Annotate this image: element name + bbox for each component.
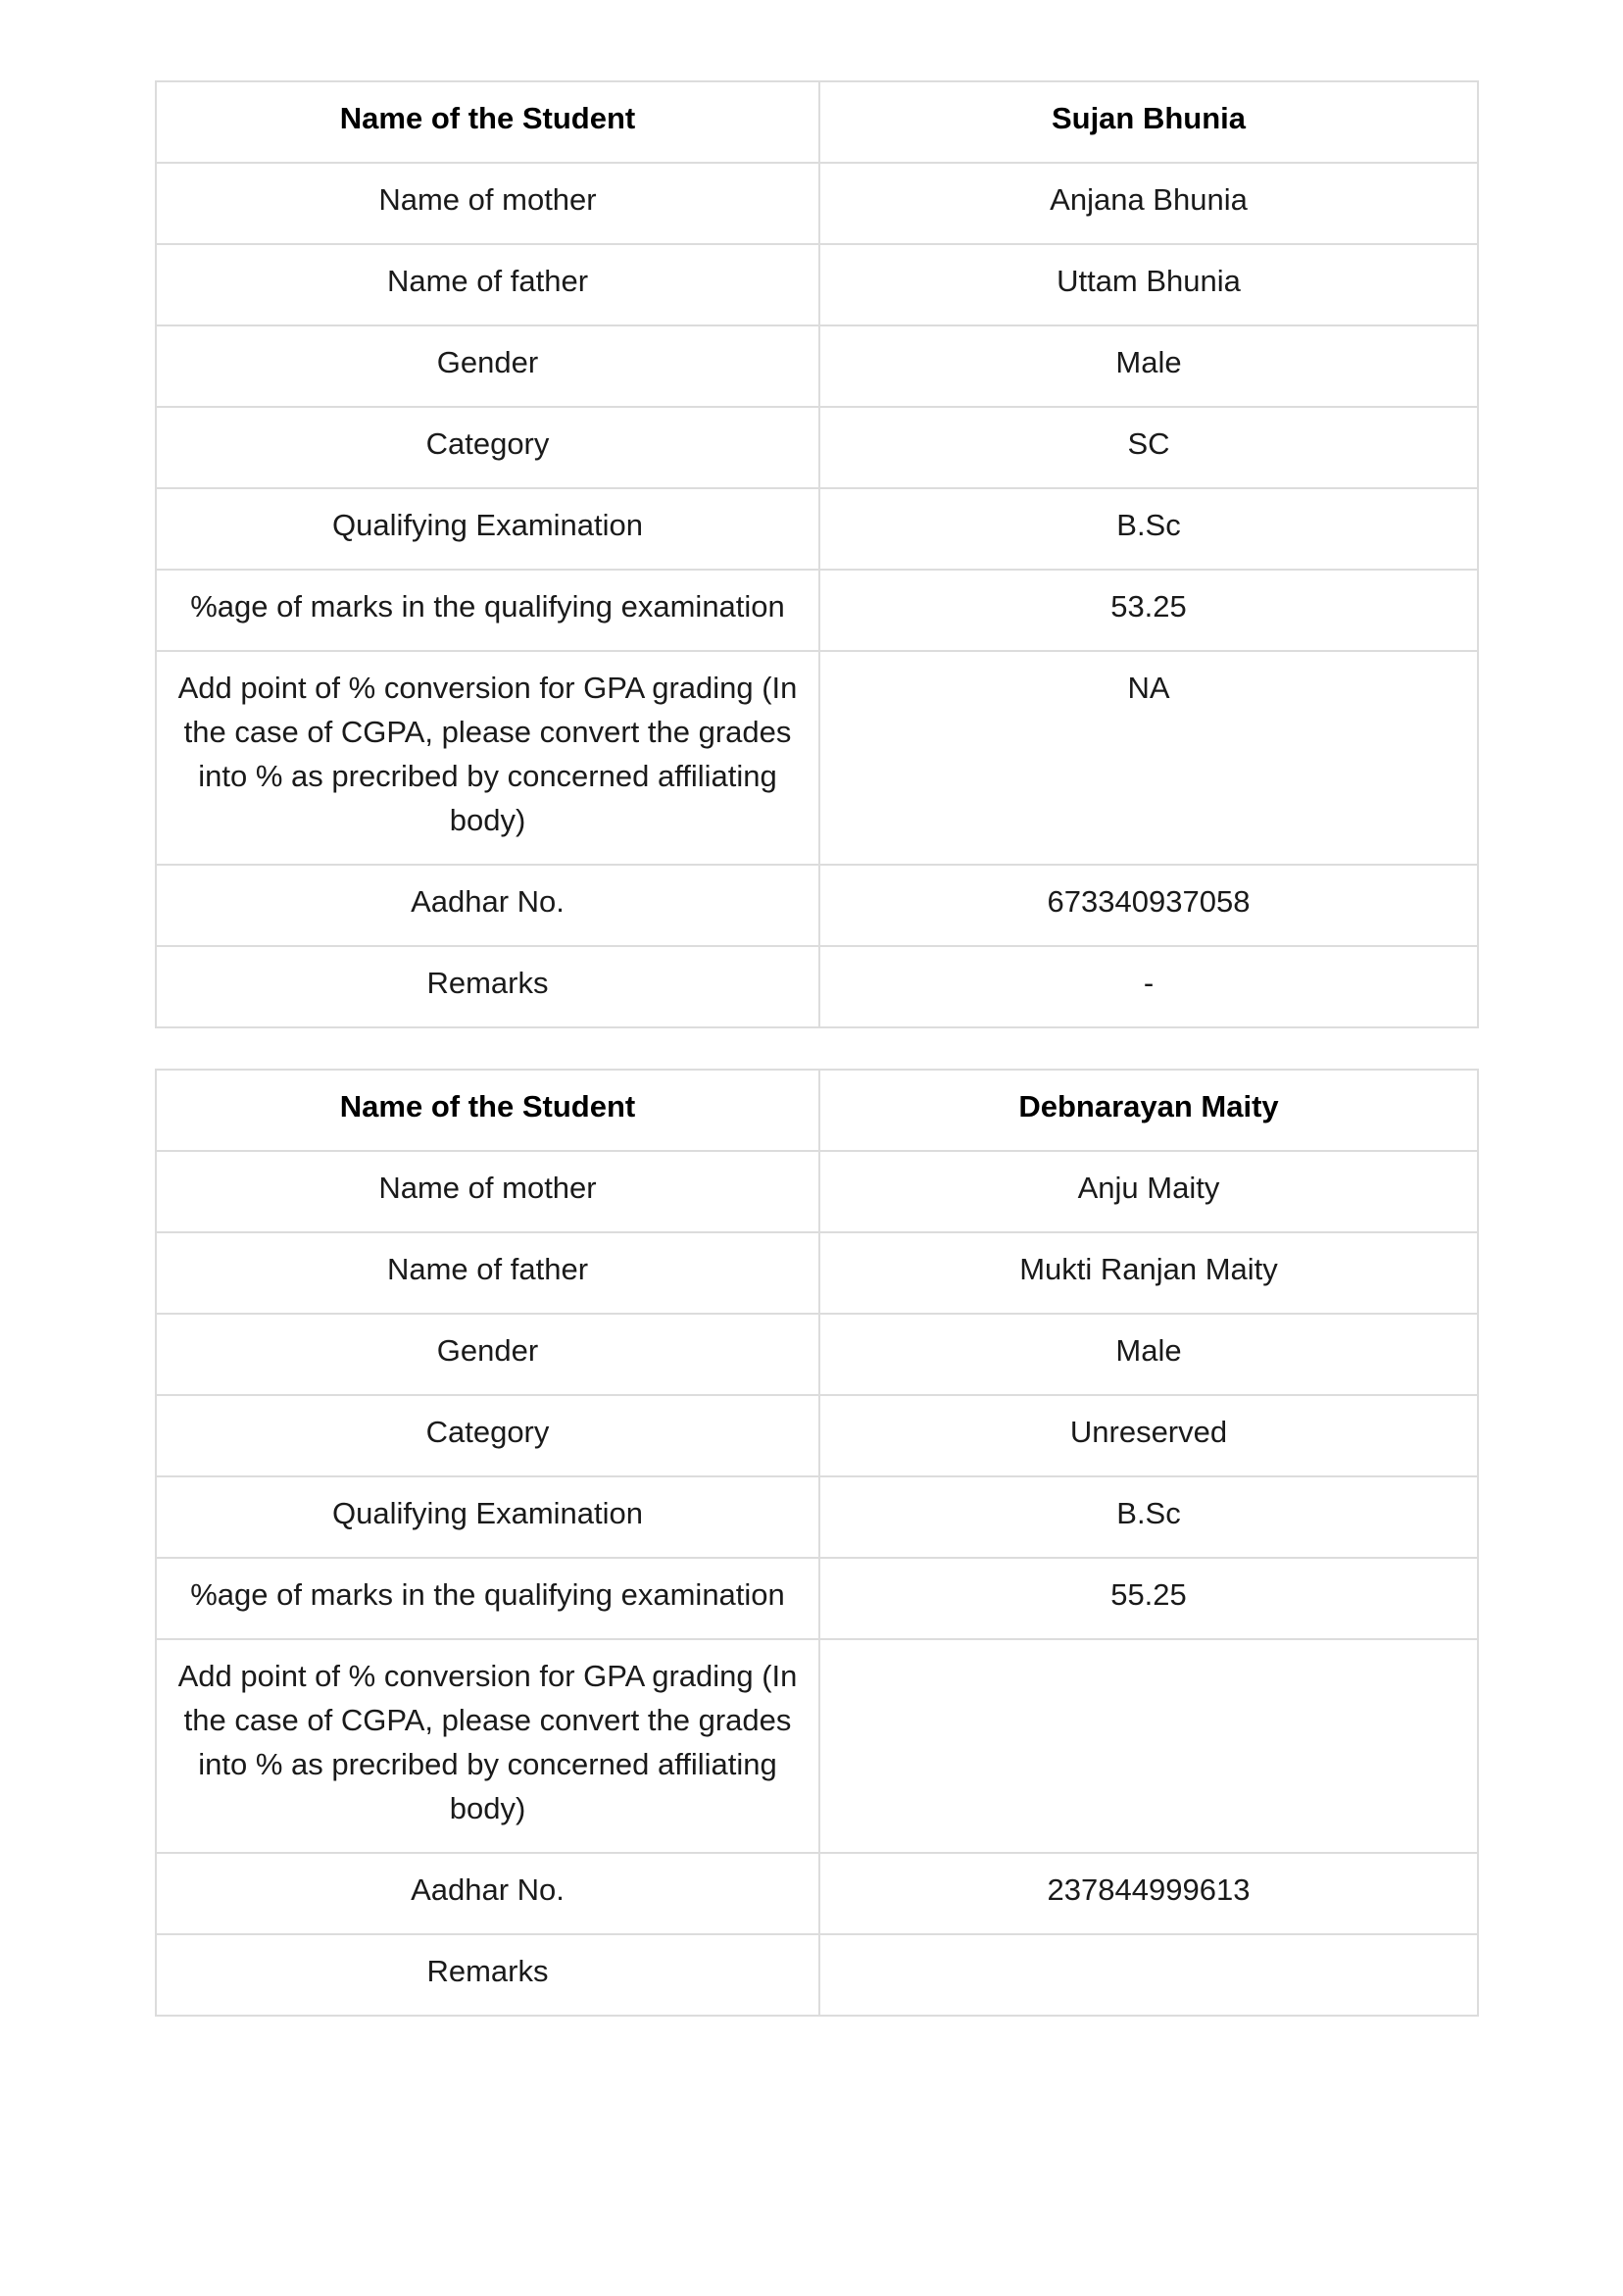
field-value: - <box>819 946 1478 1027</box>
field-value: 53.25 <box>819 570 1478 651</box>
field-value: B.Sc <box>819 1476 1478 1558</box>
marks-percentage-row <box>156 1558 1478 1639</box>
remarks-row <box>156 1934 1478 2016</box>
mother-name-row <box>156 1151 1478 1232</box>
field-label: Aadhar No. <box>156 1853 819 1934</box>
category-row <box>156 407 1478 488</box>
field-label: Name of mother <box>156 163 819 244</box>
remarks-row <box>156 946 1478 1027</box>
field-label: Name of father <box>156 244 819 325</box>
student-record-table-2 <box>155 1069 1479 2017</box>
field-value: Anjana Bhunia <box>819 163 1478 244</box>
father-name-row <box>156 1232 1478 1314</box>
field-value: 237844999613 <box>819 1853 1478 1934</box>
field-label: Add point of % conversion for GPA grading (In the case of CGPA, please convert the grades into % as precribed by concerned affiliating body) <box>156 651 819 865</box>
field-value: B.Sc <box>819 488 1478 570</box>
field-value: Male <box>819 325 1478 407</box>
field-value: 55.25 <box>819 1558 1478 1639</box>
student-name-row <box>156 81 1478 163</box>
field-value: SC <box>819 407 1478 488</box>
field-label: Category <box>156 1395 819 1476</box>
student-name-row <box>156 1070 1478 1151</box>
gpa-conversion-row <box>156 1639 1478 1853</box>
student-name-value: Sujan Bhunia <box>819 81 1478 163</box>
field-label: Remarks <box>156 1934 819 2016</box>
student-record-table-1 <box>155 80 1479 1028</box>
qualifying-exam-row <box>156 1476 1478 1558</box>
field-label: %age of marks in the qualifying examination <box>156 1558 819 1639</box>
field-value: Anju Maity <box>819 1151 1478 1232</box>
field-label: Remarks <box>156 946 819 1027</box>
field-label: Name of the Student <box>156 81 819 163</box>
qualifying-exam-row <box>156 488 1478 570</box>
father-name-row <box>156 244 1478 325</box>
gender-row <box>156 325 1478 407</box>
field-label: Name of the Student <box>156 1070 819 1151</box>
field-label: Qualifying Examination <box>156 1476 819 1558</box>
field-label: Gender <box>156 325 819 407</box>
aadhar-row <box>156 865 1478 946</box>
field-label: %age of marks in the qualifying examination <box>156 570 819 651</box>
field-label: Aadhar No. <box>156 865 819 946</box>
field-value <box>819 1639 1478 1853</box>
field-value: NA <box>819 651 1478 865</box>
gpa-conversion-row <box>156 651 1478 865</box>
field-value: Mukti Ranjan Maity <box>819 1232 1478 1314</box>
field-value: Uttam Bhunia <box>819 244 1478 325</box>
category-row <box>156 1395 1478 1476</box>
field-label: Name of mother <box>156 1151 819 1232</box>
marks-percentage-row <box>156 570 1478 651</box>
field-label: Add point of % conversion for GPA grading (In the case of CGPA, please convert the grades into % as precribed by concerned affiliating body) <box>156 1639 819 1853</box>
mother-name-row <box>156 163 1478 244</box>
aadhar-row <box>156 1853 1478 1934</box>
gender-row <box>156 1314 1478 1395</box>
field-label: Gender <box>156 1314 819 1395</box>
field-label: Name of father <box>156 1232 819 1314</box>
field-label: Qualifying Examination <box>156 488 819 570</box>
field-label: Category <box>156 407 819 488</box>
field-value: Male <box>819 1314 1478 1395</box>
field-value: 673340937058 <box>819 865 1478 946</box>
field-value: Unreserved <box>819 1395 1478 1476</box>
field-value <box>819 1934 1478 2016</box>
student-name-value: Debnarayan Maity <box>819 1070 1478 1151</box>
